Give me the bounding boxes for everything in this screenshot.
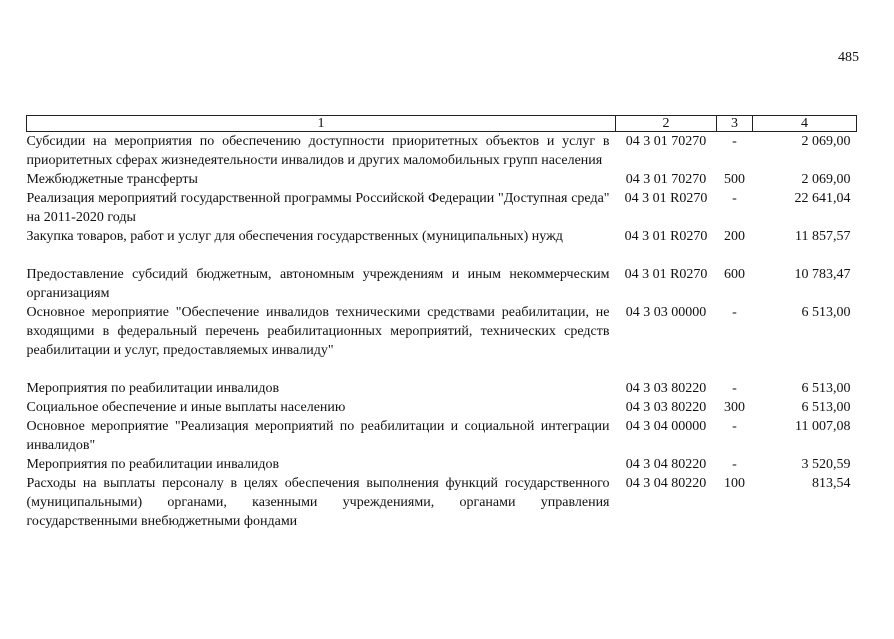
header-cell-4: 4 bbox=[753, 116, 857, 132]
row-description: Основное мероприятие "Обеспечение инвалидов техническими средствами реабилитации, не входящими в федеральный перечень реабилитационных мероприятий, технических средств реабилитации и услуг, предоставляемых инвалиду" bbox=[26, 305, 610, 358]
row-code: 04 3 04 80220 bbox=[625, 476, 707, 491]
row-code: 04 3 04 00000 bbox=[625, 419, 707, 434]
row-amount: 3 520,59 bbox=[801, 457, 851, 472]
header-cell-3: 3 bbox=[717, 116, 753, 132]
row-code: 04 3 01 70270 bbox=[625, 172, 707, 187]
table-row bbox=[27, 417, 857, 455]
row-amount: 11 857,57 bbox=[795, 229, 851, 244]
row-description: Социальное обеспечение и иные выплаты населению bbox=[26, 400, 346, 415]
row-description: Предоставление субсидий бюджетным, автономным учреждениям и иным некоммерческим организациям bbox=[26, 267, 610, 301]
row-expense-type: - bbox=[732, 457, 737, 472]
row-amount: 6 513,00 bbox=[801, 381, 851, 396]
header-cell-1: 1 bbox=[27, 116, 616, 132]
row-spacer bbox=[27, 246, 857, 265]
row-expense-type: - bbox=[732, 134, 737, 149]
table-row bbox=[27, 398, 857, 417]
row-code: 04 3 03 80220 bbox=[625, 400, 707, 415]
row-amount: 11 007,08 bbox=[795, 419, 851, 434]
row-expense-type: 600 bbox=[724, 267, 745, 282]
row-code: 04 3 01 R0270 bbox=[624, 267, 708, 282]
row-description: Субсидии на мероприятия по обеспечению доступности приоритетных объектов и услуг в приоритетных сферах жизнедеятельности инвалидов и других маломобильных групп населения bbox=[26, 134, 610, 168]
budget-table bbox=[26, 115, 857, 531]
row-description: Мероприятия по реабилитации инвалидов bbox=[26, 457, 280, 472]
row-expense-type: - bbox=[732, 381, 737, 396]
row-amount: 6 513,00 bbox=[801, 305, 851, 320]
table-row bbox=[27, 303, 857, 360]
row-amount: 22 641,04 bbox=[794, 191, 851, 206]
row-spacer bbox=[27, 360, 857, 379]
row-code: 04 3 03 00000 bbox=[625, 305, 707, 320]
row-expense-type: - bbox=[732, 305, 737, 320]
table-row bbox=[27, 455, 857, 474]
table-row bbox=[27, 265, 857, 303]
row-code: 04 3 03 80220 bbox=[625, 381, 707, 396]
row-amount: 813,54 bbox=[812, 476, 851, 491]
row-expense-type: 300 bbox=[724, 400, 745, 415]
row-description: Межбюджетные трансферты bbox=[26, 172, 198, 187]
table-row bbox=[27, 132, 857, 171]
row-expense-type: 500 bbox=[724, 172, 745, 187]
row-code: 04 3 01 70270 bbox=[625, 134, 707, 149]
row-expense-type: - bbox=[732, 191, 737, 206]
row-expense-type: 100 bbox=[724, 476, 745, 491]
header-cell-2: 2 bbox=[616, 116, 717, 132]
header-row bbox=[27, 116, 857, 132]
row-description: Закупка товаров, работ и услуг для обеспечения государственных (муниципальных) нужд bbox=[26, 229, 563, 244]
row-description: Основное мероприятие "Реализация мероприятий по реабилитации и социальной интеграции инвалидов" bbox=[26, 419, 610, 453]
row-expense-type: - bbox=[732, 419, 737, 434]
row-description: Расходы на выплаты персоналу в целях обеспечения выполнения функций государственного (муниципальными) органами, казенными учреждениями, органами управления государственными внебюджетными фондами bbox=[26, 476, 610, 529]
row-amount: 2 069,00 bbox=[801, 172, 851, 187]
row-amount: 10 783,47 bbox=[794, 267, 851, 282]
row-expense-type: 200 bbox=[724, 229, 745, 244]
table-row bbox=[27, 474, 857, 531]
table-row bbox=[27, 227, 857, 246]
row-amount: 2 069,00 bbox=[801, 134, 851, 149]
row-description: Реализация мероприятий государственной программы Российской Федерации "Доступная среда" на 2011-2020 годы bbox=[26, 191, 610, 225]
row-code: 04 3 04 80220 bbox=[625, 457, 707, 472]
row-description: Мероприятия по реабилитации инвалидов bbox=[26, 381, 280, 396]
page-number: 485 bbox=[838, 50, 859, 65]
row-code: 04 3 01 R0270 bbox=[624, 229, 708, 244]
table-row bbox=[27, 170, 857, 189]
row-code: 04 3 01 R0270 bbox=[624, 191, 708, 206]
table-row bbox=[27, 379, 857, 398]
table-row bbox=[27, 189, 857, 227]
row-amount: 6 513,00 bbox=[801, 400, 851, 415]
